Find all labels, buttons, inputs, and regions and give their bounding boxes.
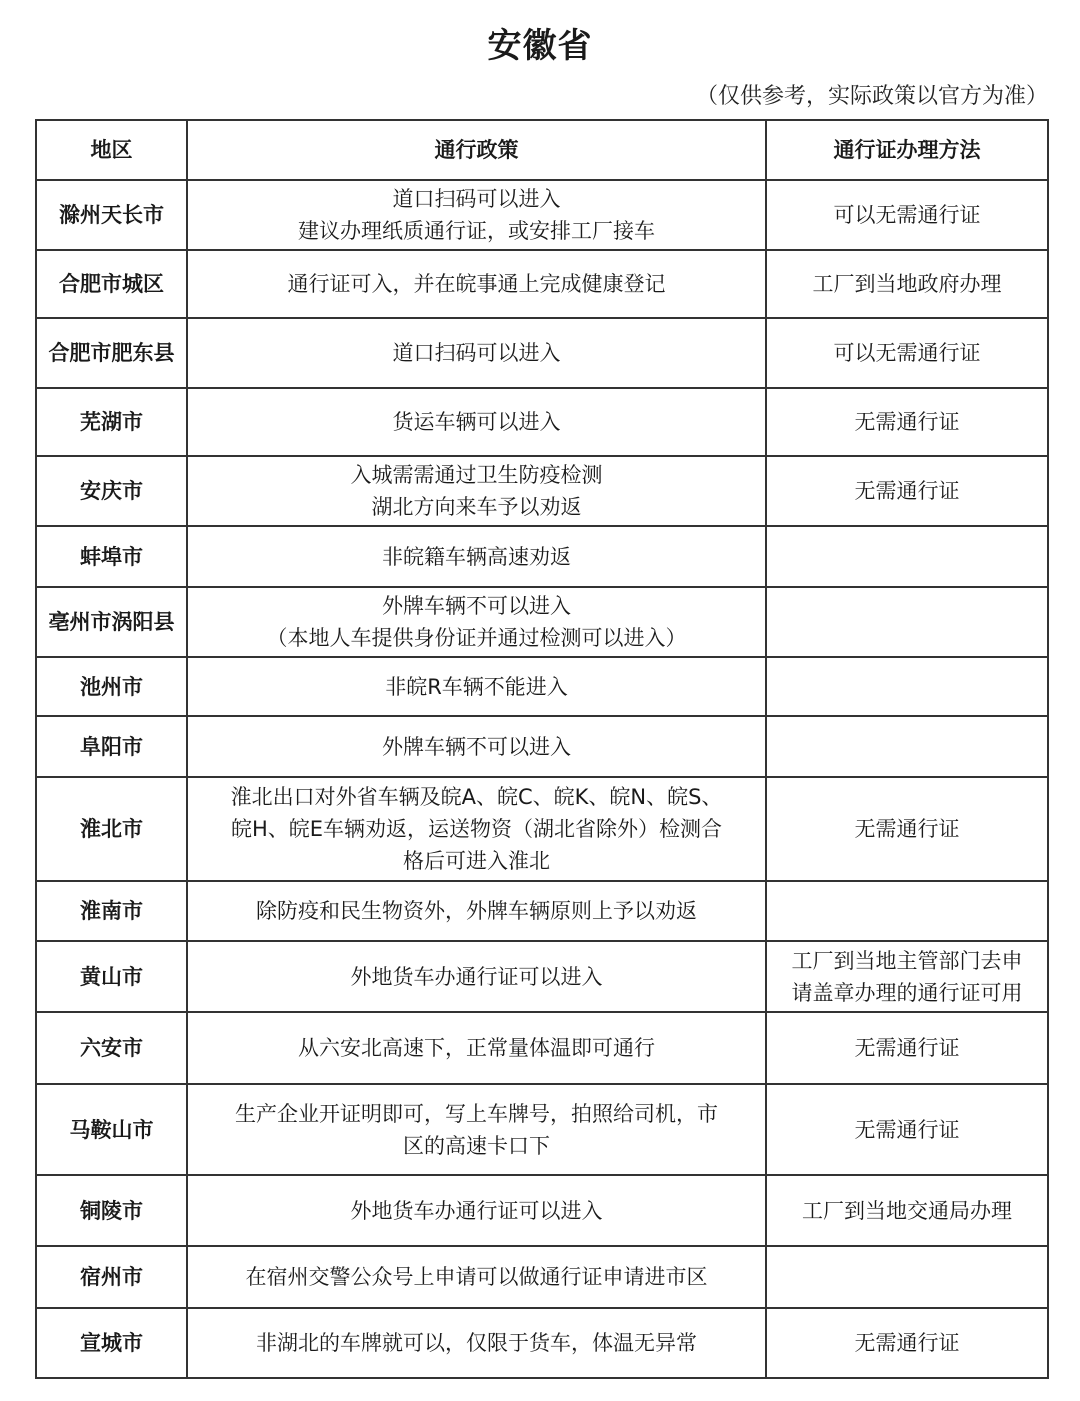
policy-cell: 外地货车办通行证可以进入 xyxy=(187,1175,766,1246)
table-row xyxy=(36,388,1048,456)
policy-cell: 外牌车辆不可以进入 xyxy=(187,716,766,777)
region-cell: 淮北市 xyxy=(36,777,187,881)
region-cell: 滁州天长市 xyxy=(36,180,187,250)
region-cell: 淮南市 xyxy=(36,881,187,941)
policy-table xyxy=(35,119,1049,1379)
method-cell: 无需通行证 xyxy=(766,388,1048,456)
table-row xyxy=(36,941,1048,1012)
policy-cell: 非湖北的车牌就可以，仅限于货车，体温无异常 xyxy=(187,1308,766,1378)
table-row xyxy=(36,250,1048,318)
table-row xyxy=(36,456,1048,526)
table-row xyxy=(36,1012,1048,1084)
policy-cell: 淮北出口对外省车辆及皖A、皖C、皖K、皖N、皖S、 皖H、皖E车辆劝返，运送物资（湖北省除外）检测合 格后可进入淮北 xyxy=(187,777,766,881)
policy-cell: 非皖R车辆不能进入 xyxy=(187,657,766,716)
method-cell: 工厂到当地政府办理 xyxy=(766,250,1048,318)
table-row xyxy=(36,587,1048,657)
header-row xyxy=(36,120,1048,180)
method-cell xyxy=(766,716,1048,777)
header-method: 通行证办理方法 xyxy=(766,120,1048,180)
table-row xyxy=(36,1308,1048,1378)
policy-cell: 道口扫码可以进入 建议办理纸质通行证，或安排工厂接车 xyxy=(187,180,766,250)
table-row xyxy=(36,318,1048,388)
header-region: 地区 xyxy=(36,120,187,180)
table-row xyxy=(36,777,1048,881)
policy-cell: 通行证可入，并在皖事通上完成健康登记 xyxy=(187,250,766,318)
disclaimer-note: （仅供参考，实际政策以官方为准） xyxy=(695,84,1048,109)
page-title: 安徽省 xyxy=(487,26,593,66)
region-cell: 池州市 xyxy=(36,657,187,716)
policy-cell: 入城需需通过卫生防疫检测 湖北方向来车予以劝返 xyxy=(187,456,766,526)
method-cell: 无需通行证 xyxy=(766,1084,1048,1175)
method-cell: 无需通行证 xyxy=(766,456,1048,526)
method-cell xyxy=(766,587,1048,657)
method-cell xyxy=(766,1246,1048,1308)
method-cell xyxy=(766,526,1048,587)
region-cell: 阜阳市 xyxy=(36,716,187,777)
policy-cell: 外牌车辆不可以进入 （本地人车提供身份证并通过检测可以进入） xyxy=(187,587,766,657)
table-row xyxy=(36,526,1048,587)
policy-cell: 外地货车办通行证可以进入 xyxy=(187,941,766,1012)
region-cell: 铜陵市 xyxy=(36,1175,187,1246)
policy-cell: 除防疫和民生物资外，外牌车辆原则上予以劝返 xyxy=(187,881,766,941)
region-cell: 宣城市 xyxy=(36,1308,187,1378)
policy-cell: 在宿州交警公众号上申请可以做通行证申请进市区 xyxy=(187,1246,766,1308)
region-cell: 宿州市 xyxy=(36,1246,187,1308)
policy-cell: 道口扫码可以进入 xyxy=(187,318,766,388)
method-cell: 可以无需通行证 xyxy=(766,318,1048,388)
table-row xyxy=(36,180,1048,250)
policy-cell: 生产企业开证明即可，写上车牌号，拍照给司机，市 区的高速卡口下 xyxy=(187,1084,766,1175)
region-cell: 六安市 xyxy=(36,1012,187,1084)
header-policy: 通行政策 xyxy=(187,120,766,180)
region-cell: 合肥市城区 xyxy=(36,250,187,318)
method-cell: 无需通行证 xyxy=(766,1308,1048,1378)
region-cell: 亳州市涡阳县 xyxy=(36,587,187,657)
table-row xyxy=(36,1175,1048,1246)
method-cell: 无需通行证 xyxy=(766,1012,1048,1084)
region-cell: 蚌埠市 xyxy=(36,526,187,587)
table-row xyxy=(36,657,1048,716)
method-cell: 工厂到当地交通局办理 xyxy=(766,1175,1048,1246)
method-cell: 工厂到当地主管部门去申 请盖章办理的通行证可用 xyxy=(766,941,1048,1012)
table-row xyxy=(36,1246,1048,1308)
region-cell: 马鞍山市 xyxy=(36,1084,187,1175)
region-cell: 黄山市 xyxy=(36,941,187,1012)
region-cell: 芜湖市 xyxy=(36,388,187,456)
table-row xyxy=(36,1084,1048,1175)
policy-cell: 货运车辆可以进入 xyxy=(187,388,766,456)
method-cell: 无需通行证 xyxy=(766,777,1048,881)
table-row xyxy=(36,881,1048,941)
policy-cell: 从六安北高速下，正常量体温即可通行 xyxy=(187,1012,766,1084)
method-cell: 可以无需通行证 xyxy=(766,180,1048,250)
table-row xyxy=(36,716,1048,777)
method-cell xyxy=(766,881,1048,941)
region-cell: 合肥市肥东县 xyxy=(36,318,187,388)
policy-cell: 非皖籍车辆高速劝返 xyxy=(187,526,766,587)
table-body xyxy=(36,180,1048,1378)
method-cell xyxy=(766,657,1048,716)
region-cell: 安庆市 xyxy=(36,456,187,526)
